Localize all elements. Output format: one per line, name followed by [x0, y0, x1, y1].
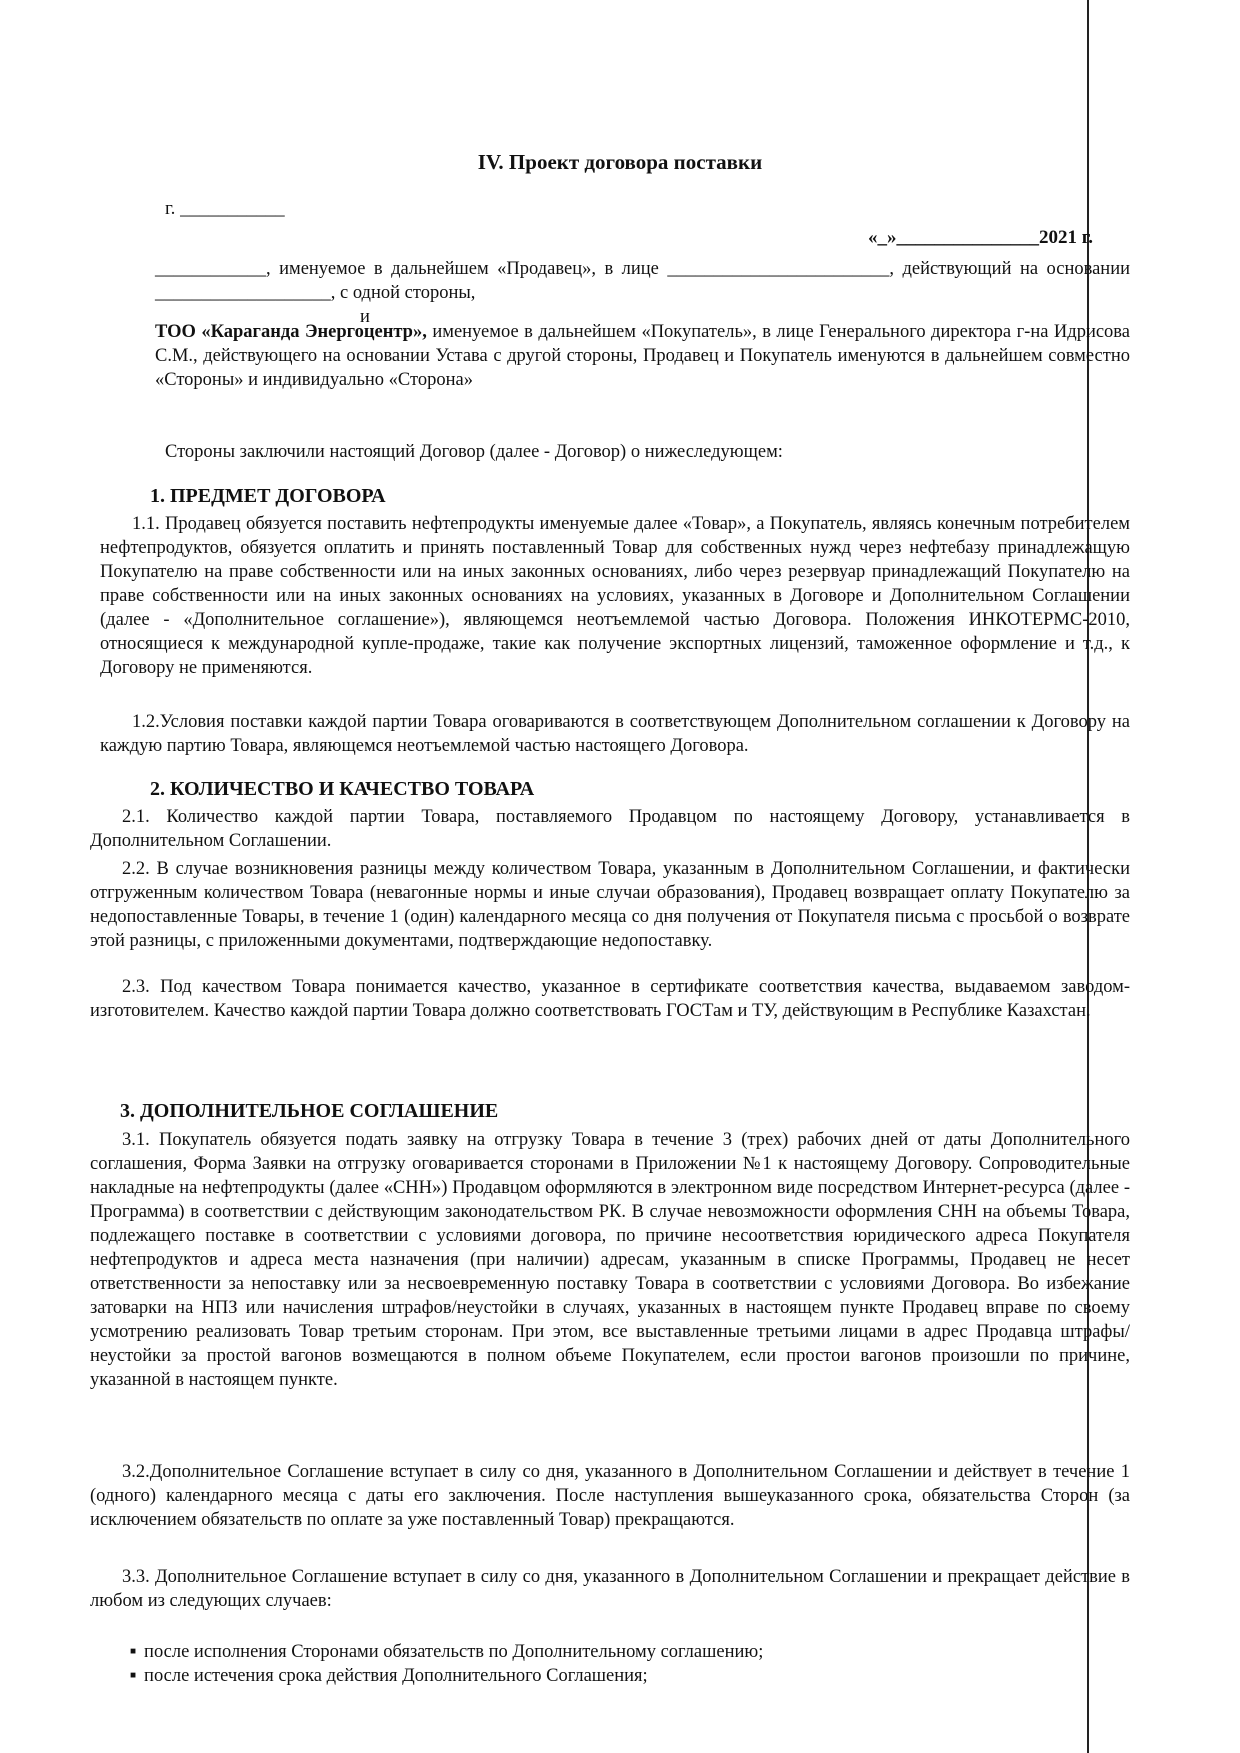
section-3-heading: 3. ДОПОЛНИТЕЛЬНОЕ СОГЛАШЕНИЕ: [120, 1100, 499, 1122]
and-word: и: [360, 307, 370, 327]
clause-3-3: 3.3. Дополнительное Соглашение вступает в силу со дня, указанного в Дополнительном Соглашении и прекращает действие в любом из следующих случаев:: [90, 1567, 1130, 1611]
section-2-heading: 2. КОЛИЧЕСТВО И КАЧЕСТВО ТОВАРА: [150, 778, 535, 800]
bullet-icon: ■: [130, 1670, 137, 1681]
city-line: г. ___________: [165, 198, 285, 219]
bullet-icon: ■: [130, 1646, 137, 1657]
list-item-text: после истечения срока действия Дополнительного Соглашения;: [144, 1666, 648, 1686]
buyer-details: именуемое в дальнейшем «Покупатель», в лице Генерального директора г-на Идрисова С.М., действующего на основании Устава с другой стороны, Продавец и Покупатель именуются в дальнейшем совместно «Стороны» и индивидуально «Сторона»: [155, 322, 1131, 390]
intro-seller-paragraph: [155, 257, 1130, 329]
clause-2-2: 2.2. В случае возникновения разницы между количеством Товара, указанным в Дополнительном Соглашении, и фактически отгруженным количеством Товара (невагонные нормы и иные случаи образования), Продавец возвращает оплату Покупателю за недопоставленные Товары, в течение 1 (один) календарного месяца со дня получения от Покупателя письма с просьбой о возврате этой разницы, с приложенными документами, подтверждающие недопоставку.: [90, 859, 1130, 951]
clause-1-1: 1.1. Продавец обязуется поставить нефтепродукты именуемые далее «Товар», а Покупатель, являясь конечным потребителем нефтепродуктов, обязуется оплатить и принять поставленный Товар для собственных нужд через нефтебазу принадлежащую Покупателю на праве собственности или на иных законных основаниях, либо через резервуар принадлежащий Покупателю на праве собственности или на иных законных основаниях на условиях, указанных в Договоре и Дополнительном Соглашении (далее - «Дополнительное соглашение»), являющемся неотъемлемой частью Договора. Положения ИНКОТЕРМС-2010, относящиеся к международной купле-продаже, такие как получение экспортных лицензий, таможенное оформление и т.д., к Договору не применяются.: [100, 514, 1130, 678]
clause-3-3-bullet-list: [130, 1640, 1120, 1688]
date-line: «_»_______________2021 г.: [868, 227, 1093, 248]
clause-2-1: 2.1. Количество каждой партии Товара, поставляемого Продавцом по настоящему Договору, устанавливается в Дополнительном Соглашении.: [90, 807, 1130, 851]
clause-1-2: 1.2.Условия поставки каждой партии Товара оговариваются в соответствующем Дополнительном соглашении к Договору на каждую партию Товара, являющемся неотъемлемой частью настоящего Договора.: [100, 712, 1130, 756]
agreement-line: Стороны заключили настоящий Договор (далее - Договор) о нижеследующем:: [165, 442, 783, 462]
list-item: [130, 1664, 1120, 1688]
clause-3-1: 3.1. Покупатель обязуется подать заявку на отгрузку Товара в течение 3 (трех) рабочих дней от даты Дополнительного соглашения, Форма Заявки на отгрузку оговаривается сторонами в Приложении №1 к настоящему Договору. Сопроводительные накладные на нефтепродукты (далее «СНН») Продавцом оформляются в электронном виде посредством Интернет-ресурса (далее - Программа) в соответствии с действующим законодательством РК. В случае невозможности оформления СНН на объемы Товара, подлежащего поставке в соответствии с условиями договора, по причине несоответствия юридического адреса Покупателя нефтепродуктов и адреса места назначения (при наличии) адресам, указанным в списке Программы, Продавец не несет ответственности за непоставку или за несвоевременную поставку Товара в соответствии с условиями Договора. Во избежание затоварки на НПЗ или начисления штрафов/неустойки в случаях, указанных в настоящем пункте Продавец вправе по своему усмотрению реализовать Товар третьим сторонам. При этом, все выставленные третьими лицами в адрес Продавца штрафы/неустойки за простой вагонов возмещаются в полном объеме Покупателем, если простои вагонов произошли по причине, указанной в настоящем пункте.: [90, 1130, 1130, 1390]
buyer-name: ТОО «Караганда Энергоцентр»,: [155, 322, 427, 342]
list-item: [130, 1640, 1120, 1664]
clause-3-2: 3.2.Дополнительное Соглашение вступает в силу со дня, указанного в Дополнительном Соглашении и действует в течение 1 (одного) календарного месяца с даты его заключения. После наступления вышеуказанного срока, обязательства Сторон (за исключением обязательств по оплате за уже поставленный Товар) прекращаются.: [90, 1462, 1130, 1530]
list-item-text: после исполнения Сторонами обязательств по Дополнительному соглашению;: [144, 1642, 764, 1662]
intro-buyer-paragraph: [155, 320, 1130, 392]
section-1-heading: 1. ПРЕДМЕТ ДОГОВОРА: [150, 485, 386, 507]
intro-seller-text: ____________, именуемое в дальнейшем «Продавец», в лице ________________________, действующий на основании ___________________, с одной стороны,: [155, 259, 1130, 303]
document-title: IV. Проект договора поставки: [477, 150, 763, 174]
clause-2-3: 2.3. Под качеством Товара понимается качество, указанное в сертификате соответствия качества, выдаваемом заводом-изготовителем. Качество каждой партии Товара должно соответствовать ГОСТам и ТУ, действующим в Республике Казахстан.: [90, 977, 1130, 1021]
